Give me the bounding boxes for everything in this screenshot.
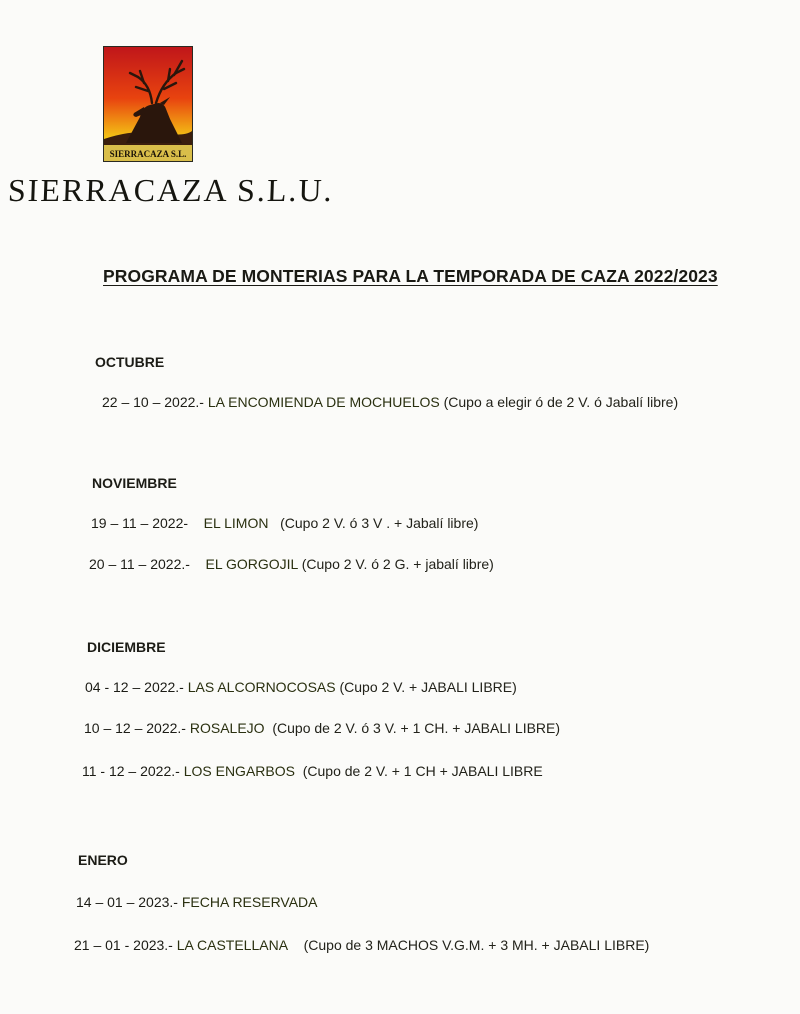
- entry-date: 22 – 10 – 2022.-: [102, 394, 204, 410]
- list-item: [85, 679, 517, 695]
- entry-details: (Cupo 2 V. + JABALI LIBRE): [339, 679, 517, 695]
- entry-place: LA CASTELLANA: [176, 937, 289, 953]
- entry-place: LAS ALCORNOCOSAS: [187, 679, 336, 695]
- entry-details: (Cupo 2 V. ó 3 V . + Jabalí libre): [280, 515, 479, 531]
- month-heading: DICIEMBRE: [87, 639, 166, 655]
- company-name: SIERRACAZA S.L.U.: [7, 172, 335, 208]
- entry-date: 21 – 01 - 2023.-: [74, 937, 173, 953]
- company-logo: [103, 46, 193, 162]
- entry-place: LOS ENGARBOS: [183, 763, 295, 779]
- list-item: [76, 894, 318, 910]
- deer-logo-icon: [104, 47, 192, 161]
- entry-place: EL GORGOJIL: [205, 556, 298, 572]
- program-title: PROGRAMA DE MONTERIAS PARA LA TEMPORADA DE CAZA 2022/2023: [103, 266, 718, 286]
- list-item: [102, 394, 678, 410]
- list-item: [84, 720, 560, 736]
- entry-details: (Cupo de 2 V. + 1 CH + JABALI LIBRE: [302, 763, 543, 779]
- entry-date: 10 – 12 – 2022.-: [84, 720, 186, 736]
- month-heading: ENERO: [78, 852, 128, 868]
- entry-place: LA ENCOMIENDA DE MOCHUELOS: [207, 394, 440, 410]
- entry-place: EL LIMON: [203, 515, 269, 531]
- entry-details: (Cupo a elegir ó de 2 V. ó Jabalí libre): [443, 394, 679, 410]
- logo-text: SIERRACAZA S.L.: [109, 149, 187, 159]
- list-item: [74, 937, 649, 953]
- entry-date: 14 – 01 – 2023.-: [76, 894, 178, 910]
- entry-date: 04 - 12 – 2022.-: [85, 679, 184, 695]
- entry-place: ROSALEJO: [189, 720, 265, 736]
- entry-place: FECHA RESERVADA: [181, 894, 318, 910]
- entry-date: 19 – 11 – 2022-: [91, 515, 189, 531]
- entry-date: 11 - 12 – 2022.-: [82, 763, 180, 779]
- entry-details: (Cupo de 2 V. ó 3 V. + 1 CH. + JABALI LIBRE): [272, 720, 561, 736]
- entry-details: (Cupo de 3 MACHOS V.G.M. + 3 MH. + JABALI LIBRE): [303, 937, 650, 953]
- month-heading: OCTUBRE: [95, 354, 165, 370]
- entry-date: 20 – 11 – 2022.-: [89, 556, 190, 572]
- entry-details: (Cupo 2 V. ó 2 G. + jabalí libre): [301, 556, 494, 572]
- month-heading: NOVIEMBRE: [92, 475, 177, 491]
- list-item: [89, 556, 494, 572]
- list-item: [82, 763, 543, 779]
- list-item: [91, 515, 478, 531]
